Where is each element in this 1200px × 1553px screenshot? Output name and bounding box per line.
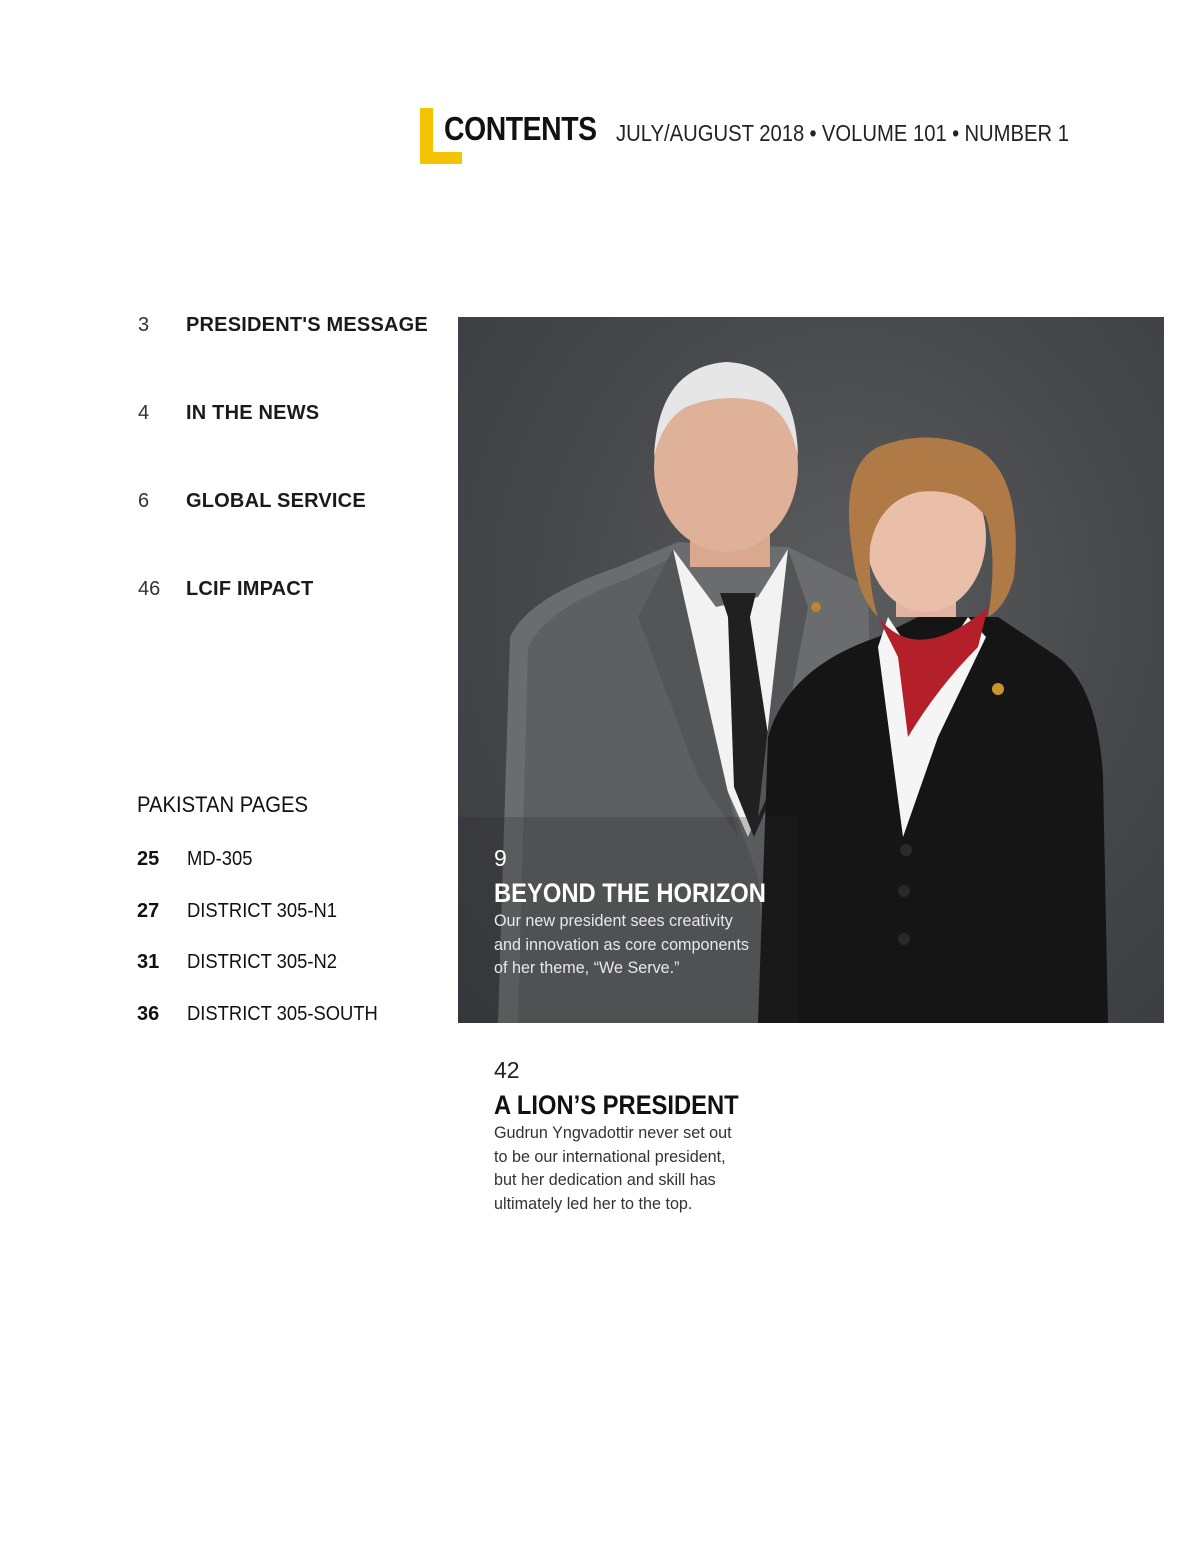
toc-label: GLOBAL SERVICE: [186, 490, 366, 512]
issue-volume: VOLUME 101: [821, 120, 947, 146]
story-page-number: 42: [494, 1057, 520, 1083]
toc-label: MD-305: [187, 848, 253, 870]
toc-item-global-service[interactable]: [138, 490, 366, 516]
toc-item-district-305-n1[interactable]: [137, 900, 350, 923]
story-description: [494, 1121, 760, 1215]
feature-description: [494, 909, 779, 980]
toc-label: IN THE NEWS: [186, 402, 320, 424]
toc-label: DISTRICT 305-N1: [187, 900, 337, 922]
issue-number: NUMBER 1: [964, 120, 1070, 146]
toc-item-district-305-south[interactable]: [137, 1003, 394, 1026]
separator-dot: •: [952, 120, 960, 146]
story-title[interactable]: A LION’S PRESIDENT: [494, 1090, 739, 1120]
toc-page-number: 27: [137, 900, 160, 922]
toc-page-number: 4: [138, 402, 150, 424]
issue-info: [616, 120, 1069, 147]
toc-page-number: 6: [138, 490, 150, 512]
story-description-line: to be our international president,: [494, 1146, 726, 1166]
toc-item-lcif-impact[interactable]: [138, 578, 313, 604]
toc-page-number: 3: [138, 314, 150, 336]
masthead: [420, 106, 1120, 166]
feature-page-number: 9: [494, 845, 507, 871]
separator-dot: •: [809, 120, 817, 146]
issue-date: JULY/AUGUST 2018: [616, 120, 805, 146]
toc-page-number: 46: [138, 578, 161, 600]
story-description-line: but her dedication and skill has: [494, 1170, 716, 1189]
story-description-line: ultimately led her to the top.: [494, 1193, 693, 1213]
feature-description-line: Our new president sees creativity: [494, 911, 733, 930]
pakistan-pages-heading: PAKISTAN PAGES: [137, 792, 308, 817]
toc-page-number: 36: [137, 1003, 160, 1025]
toc-page-number: 25: [137, 848, 160, 870]
toc-label: DISTRICT 305-SOUTH: [187, 1003, 378, 1025]
feature-description-line: of her theme, “We Serve.”: [494, 958, 680, 977]
toc-label: PRESIDENT'S MESSAGE: [186, 314, 428, 336]
toc-item-presidents-message[interactable]: [138, 314, 428, 340]
toc-label: DISTRICT 305-N2: [187, 951, 337, 973]
feature-description-line: and innovation as core components: [494, 934, 749, 954]
page-title: CONTENTS: [444, 110, 597, 147]
toc-page-number: 31: [137, 951, 160, 973]
toc-item-in-the-news[interactable]: [138, 402, 319, 428]
toc-item-district-305-n2[interactable]: [137, 951, 350, 974]
toc-item-md-305[interactable]: [137, 848, 258, 871]
story-description-line: Gudrun Yngvadottir never set out: [494, 1123, 732, 1142]
feature-title[interactable]: BEYOND THE HORIZON: [494, 878, 766, 908]
toc-label: LCIF IMPACT: [186, 578, 314, 600]
